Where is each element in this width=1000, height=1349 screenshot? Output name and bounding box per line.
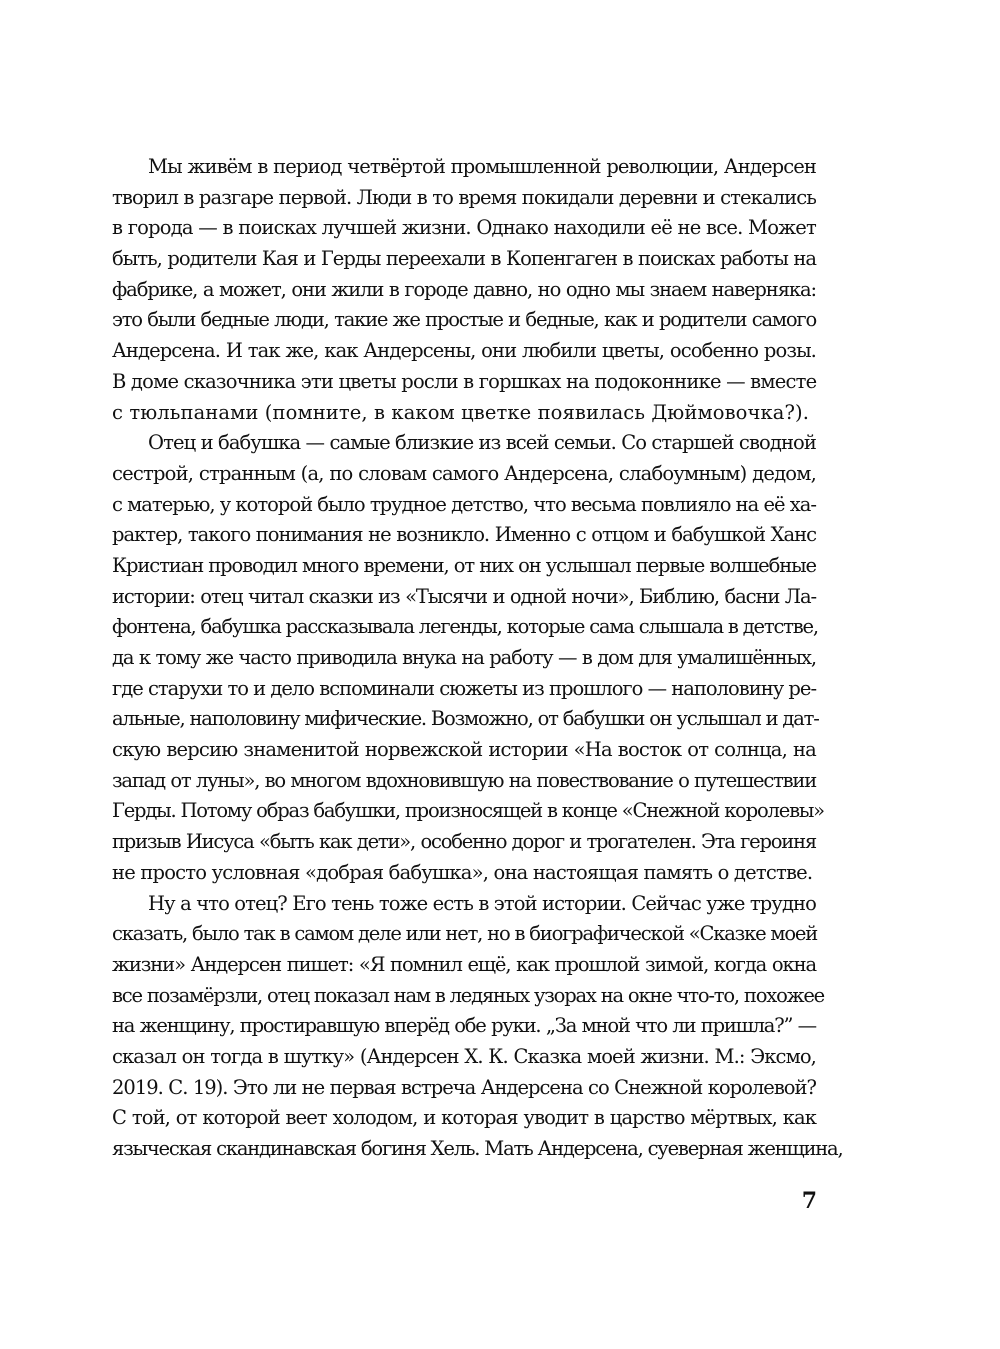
text-line: рактер, такого понимания не возникло. Именно с отцом и бабушкой Ханс	[112, 523, 816, 547]
text-line: призыв Иисуса «быть как дети», особенно дорог и трогателен. Эта героиня	[112, 830, 816, 854]
text-line: сказал он тогда в шутку» (Андерсен Х. К. Сказка моей жизни. М.: Эксмо,	[112, 1044, 816, 1068]
text-line: запад от луны», во многом вдохновившую на повествование о путешествии	[112, 768, 816, 792]
text-line: Мы живём в период четвёртой промышленной революции, Андерсен	[148, 155, 816, 178]
text-line: сказать, было так в самом деле или нет, но в биографической «Сказке моей	[112, 922, 818, 946]
text-line: творил в разгаре первой. Люди в то время покидали деревни и стекались	[112, 185, 816, 209]
text-line: альные, наполовину мифические. Возможно, от бабушки он услышал и дат-	[112, 707, 819, 731]
text-line: скую версию знаменитой норвежской истории «На восток от солнца, на	[112, 738, 816, 762]
text-line: Ну а что отец? Его тень тоже есть в этой истории. Сейчас уже трудно	[148, 891, 816, 915]
text-line: 2019. С. 19). Это ли не первая встреча Андерсена со Снежной королевой?	[112, 1075, 816, 1099]
text-line: с матерью, у которой было трудное детство, что весьма повлияло на её ха-	[112, 492, 816, 516]
text-line: не просто условная «добрая бабушка», она настоящая память о детстве.	[112, 860, 813, 884]
text-line: истории: отец читал сказки из «Тысячи и одной ночи», Библию, басни Ла-	[112, 584, 816, 608]
text-line: жизни» Андерсен пишет: «Я помнил ещё, как прошлой зимой, когда окна	[112, 952, 816, 976]
page-number: 7	[801, 1188, 817, 1214]
text-line: в города — в поисках лучшей жизни. Однако находили её не все. Может	[112, 216, 816, 240]
text-line: фабрике, а может, они жили в городе давно, но одно мы знаем наверняка:	[112, 277, 816, 301]
text-line: все позамёрзли, отец показал нам в ледяных узорах на окне что-то, похожее	[112, 983, 825, 1007]
text-line: Герды. Потому образ бабушки, произносящей в конце «Снежной королевы»	[112, 799, 824, 823]
text-line: быть, родители Кая и Герды переехали в Копенгаген в поисках работы на	[112, 247, 816, 271]
text-line: Кристиан проводил много времени, от них он услышал первые волшебные	[112, 553, 816, 577]
text-line: да к тому же часто приводила внука на работу — в дом для умалишённых,	[112, 646, 816, 669]
text-line: сестрой, странным (а, по словам самого Андерсена, слабоумным) дедом,	[112, 461, 816, 485]
text-line: где старухи то и дело вспоминали сюжеты из прошлого — наполовину ре-	[112, 676, 817, 700]
text-line: это были бедные люди, такие же простые и бедные, как и родители самого	[112, 308, 816, 332]
text-line: В доме сказочника эти цветы росли в горшках на подоконнике — вместе	[112, 369, 817, 393]
body-text	[112, 152, 843, 1165]
text-line: Андерсена. И так же, как Андерсены, они любили цветы, особенно розы.	[112, 339, 816, 363]
text-line: языческая скандинавская богиня Хель. Мать Андерсена, суеверная женщина,	[112, 1137, 843, 1160]
text-line: фонтена, бабушка рассказывала легенды, которые сама слышала в детстве,	[112, 615, 818, 639]
text-line: с тюльпанами (помните, в каком цветке появилась Дюймовочка?).	[112, 400, 810, 424]
text-line: Отец и бабушка — самые близкие из всей семьи. Со старшей сводной	[148, 431, 816, 455]
text-line: на женщину, простиравшую вперёд обе руки. „За мной что ли пришла?” —	[112, 1014, 816, 1038]
text-line: С той, от которой веет холодом, и которая уводит в царство мёртвых, как	[112, 1106, 816, 1130]
